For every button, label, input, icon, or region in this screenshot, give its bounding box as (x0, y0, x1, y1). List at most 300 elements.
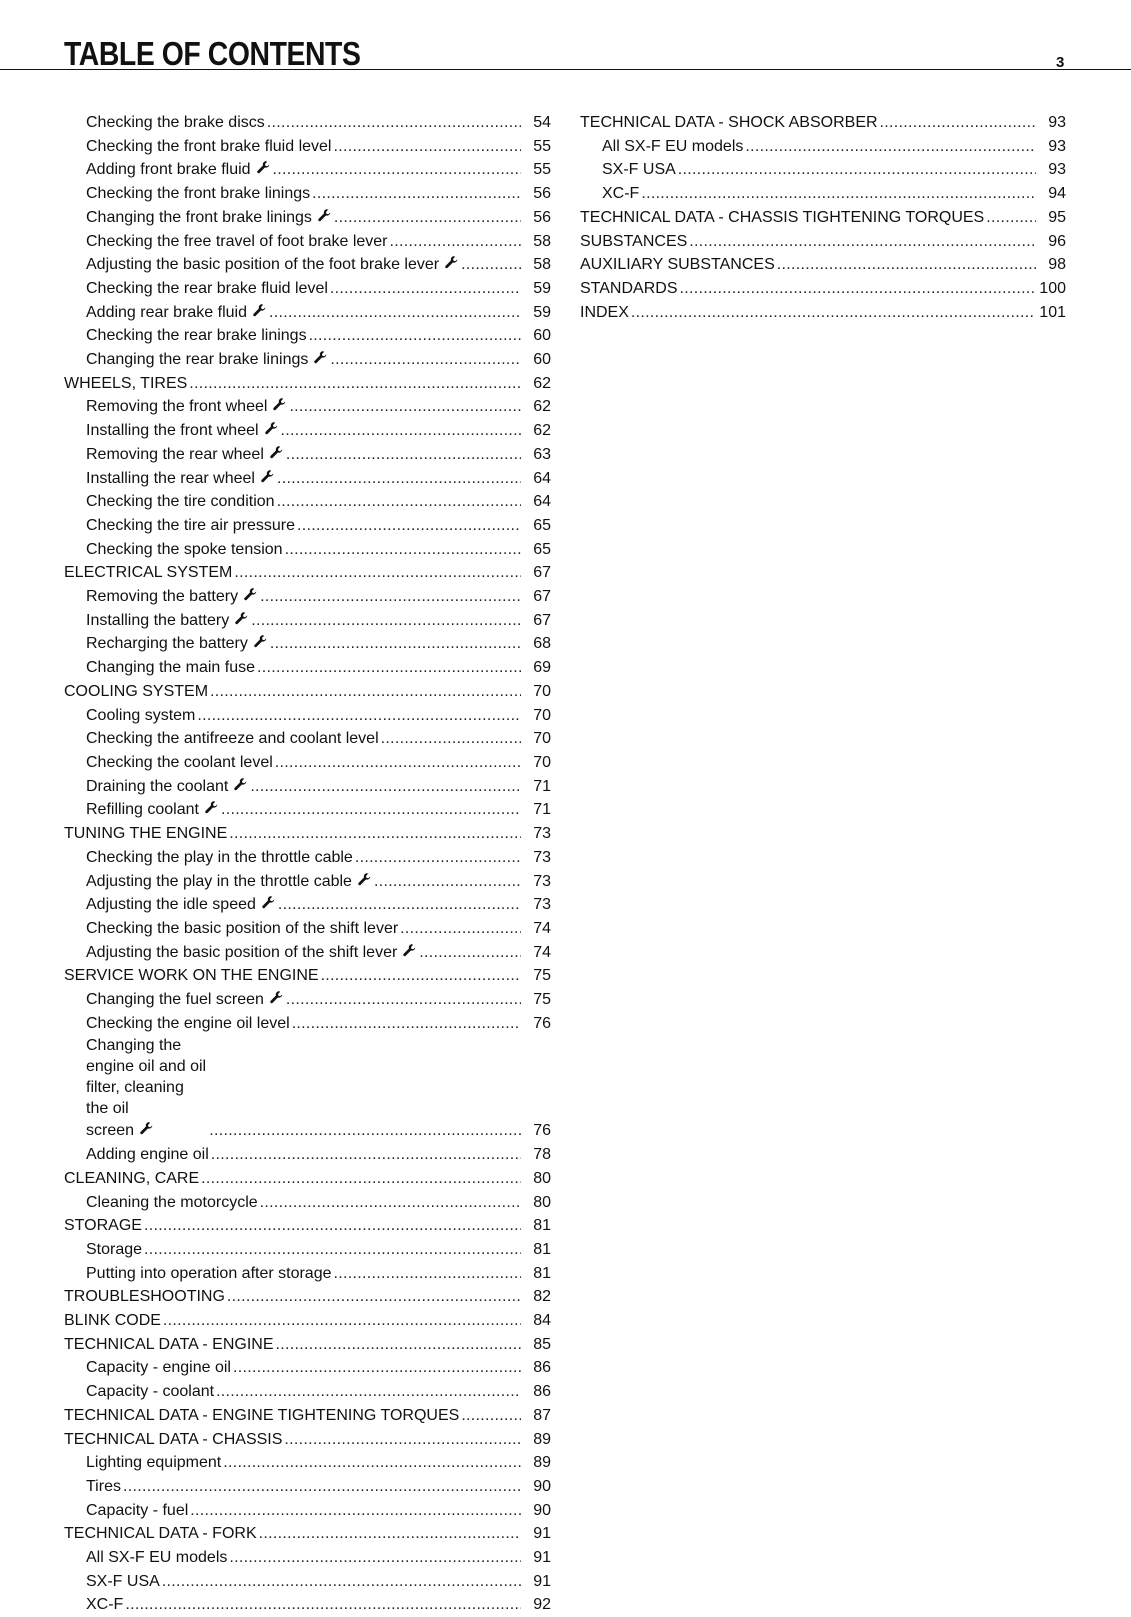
toc-entry[interactable] (64, 301, 551, 325)
toc-column-right (580, 111, 1066, 324)
toc-entry-title (64, 1167, 199, 1191)
toc-entry-title (86, 585, 258, 609)
toc-entry-label: Capacity - engine oil (86, 1359, 231, 1377)
toc-entry-title (86, 632, 268, 656)
toc-section[interactable] (580, 230, 1066, 254)
dot-leader (400, 917, 521, 941)
toc-page-number: 67 (533, 611, 551, 629)
toc-entry[interactable] (64, 1380, 551, 1404)
toc-entry-title (64, 1428, 282, 1452)
dot-leader (163, 1309, 521, 1333)
dot-leader (211, 1143, 521, 1167)
toc-entry-title (86, 798, 219, 822)
toc-entry[interactable] (64, 277, 551, 301)
toc-entry[interactable] (64, 253, 551, 277)
toc-entry-title (64, 372, 187, 396)
toc-entry-title (86, 727, 379, 751)
toc-entry-title (64, 680, 208, 704)
toc-entry-title (580, 206, 984, 230)
toc-entry[interactable] (64, 490, 551, 514)
toc-entry[interactable] (64, 751, 551, 775)
toc-entry-label: COOLING SYSTEM (64, 682, 209, 700)
toc-entry-label: Adjusting the basic position of the shift lever (86, 943, 398, 961)
toc-page-number: 64 (533, 493, 551, 511)
toc-page-number: 70 (533, 753, 551, 771)
toc-entry[interactable] (580, 182, 1066, 206)
toc-entry-title (64, 1214, 142, 1238)
toc-entry-label: Changing the front brake linings (86, 208, 312, 226)
toc-entry-title (86, 277, 328, 301)
dot-leader (285, 538, 521, 562)
toc-entry[interactable] (64, 917, 551, 941)
toc-entry-label: Checking the rear brake linings (86, 327, 307, 345)
dot-leader (275, 751, 521, 775)
wrench-icon (253, 633, 268, 648)
toc-entry[interactable] (64, 419, 551, 443)
toc-entry[interactable] (64, 1143, 551, 1167)
toc-entry-label: Tires (86, 1477, 121, 1495)
toc-page-number: 58 (533, 256, 551, 274)
toc-entry[interactable] (64, 206, 551, 230)
toc-entry[interactable] (64, 988, 551, 1012)
toc-entry-label: Cleaning the motorcycle (86, 1193, 258, 1211)
toc-entry-title (86, 467, 275, 491)
toc-section[interactable] (64, 1428, 551, 1452)
toc-page-number: 100 (1039, 279, 1066, 297)
dot-leader (631, 301, 1035, 325)
toc-page-number: 76 (533, 1014, 551, 1032)
wrench-icon (313, 349, 328, 364)
toc-entry-title (580, 277, 678, 301)
toc-entry-label: XC-F (86, 1596, 124, 1614)
toc-entry-label: All SX-F EU models (86, 1549, 228, 1567)
toc-entry-label: Adding front brake fluid (86, 161, 251, 179)
toc-entry-label: SX-F USA (86, 1572, 160, 1590)
toc-section[interactable] (64, 822, 551, 846)
dot-leader (289, 395, 521, 419)
wrench-icon (264, 420, 279, 435)
wrench-icon (269, 989, 284, 1004)
toc-entry-label: Adding rear brake fluid (86, 303, 247, 321)
dot-leader (297, 514, 521, 538)
toc-entry[interactable] (64, 135, 551, 159)
toc-entry[interactable] (64, 656, 551, 680)
toc-entry-title (86, 135, 331, 159)
toc-entry-title-line1: Changing the engine oil and oil filter, cleaning the oil (86, 1037, 207, 1118)
toc-entry-label: Installing the battery (86, 611, 230, 629)
toc-entry-title (86, 1475, 121, 1499)
toc-entry-label: Checking the front brake linings (86, 185, 311, 203)
toc-page-number: 85 (533, 1335, 551, 1353)
page-header (0, 0, 1131, 72)
toc-entry-title (86, 253, 459, 277)
toc-page-number: 70 (533, 706, 551, 724)
toc-entry[interactable] (64, 585, 551, 609)
toc-entry-title (64, 1333, 274, 1357)
toc-entry[interactable] (64, 182, 551, 206)
toc-entry[interactable] (64, 1012, 551, 1036)
dot-leader (334, 206, 521, 230)
toc-section[interactable] (64, 561, 551, 585)
dot-leader (419, 941, 521, 965)
dot-leader (330, 277, 521, 301)
dot-leader (381, 727, 521, 751)
toc-page-number: 90 (533, 1501, 551, 1519)
toc-page-number: 86 (533, 1359, 551, 1377)
toc-entry-label: WHEELS, TIRES (64, 374, 188, 392)
toc-page-number: 70 (533, 730, 551, 748)
toc-entry[interactable] (64, 846, 551, 870)
page-title: TABLE OF CONTENTS (64, 35, 361, 72)
toc-page-number: 70 (533, 682, 551, 700)
toc-section[interactable] (580, 301, 1066, 325)
toc-entry[interactable] (64, 348, 551, 372)
toc-entry-title (86, 1262, 332, 1286)
toc-entry-label: Checking the tire condition (86, 493, 275, 511)
dot-leader (260, 1191, 521, 1215)
toc-entry-title (86, 1191, 258, 1215)
toc-entry-title (86, 775, 248, 799)
toc-entry-title (86, 941, 417, 965)
toc-entry-label: Removing the battery (86, 588, 239, 606)
toc-entry[interactable] (64, 1475, 551, 1499)
dot-leader (257, 656, 521, 680)
dot-leader (390, 230, 522, 254)
dot-leader (880, 111, 1036, 135)
toc-section[interactable] (64, 680, 551, 704)
toc-page-number: 58 (533, 232, 551, 250)
toc-section[interactable] (64, 372, 551, 396)
toc-page-number: 93 (1048, 161, 1066, 179)
toc-page-number: 56 (533, 208, 551, 226)
toc-entry-title (580, 230, 687, 254)
toc-section[interactable] (64, 1333, 551, 1357)
toc-page-number: 71 (533, 777, 551, 795)
toc-entry-label: ELECTRICAL SYSTEM (64, 564, 233, 582)
dot-leader (333, 135, 521, 159)
toc-entry[interactable] (64, 443, 551, 467)
dot-leader (221, 798, 521, 822)
toc-entry-label: Adding engine oil (86, 1146, 209, 1164)
toc-entry-label: Lighting equipment (86, 1454, 222, 1472)
toc-page-number: 78 (533, 1146, 551, 1164)
page-number: 3 (1056, 54, 1065, 71)
toc-entry-label: Installing the front wheel (86, 422, 259, 440)
toc-entry-label: SUBSTANCES (580, 232, 688, 250)
toc-page-number: 59 (533, 303, 551, 321)
toc-page-number: 59 (533, 279, 551, 297)
wrench-icon (317, 207, 332, 222)
toc-entry[interactable] (64, 609, 551, 633)
toc-section[interactable] (580, 277, 1066, 301)
wrench-icon (234, 610, 249, 625)
dot-leader (277, 490, 521, 514)
toc-entry-label: Checking the basic position of the shift lever (86, 919, 399, 937)
dot-leader (278, 893, 521, 917)
toc-page-number: 68 (533, 635, 551, 653)
toc-entry-label: SX-F USA (602, 161, 676, 179)
toc-section[interactable] (64, 1214, 551, 1238)
wrench-icon (204, 799, 219, 814)
toc-page-number: 101 (1039, 303, 1066, 321)
toc-entry-title-line2: screen (86, 1122, 135, 1140)
toc-section[interactable] (64, 1167, 551, 1191)
dot-leader (216, 1380, 521, 1404)
toc-entry[interactable] (64, 1546, 551, 1570)
toc-entry-title (86, 182, 310, 206)
dot-leader (260, 585, 521, 609)
dot-leader (461, 1404, 521, 1428)
dot-leader (227, 1285, 521, 1309)
toc-entry[interactable] (64, 798, 551, 822)
dot-leader (197, 704, 521, 728)
toc-entry-label: Recharging the battery (86, 635, 248, 653)
toc-entry[interactable] (64, 111, 551, 135)
toc-entry-label: Removing the front wheel (86, 398, 268, 416)
toc-entry[interactable] (64, 775, 551, 799)
toc-entry-title (64, 1309, 161, 1333)
toc-entry[interactable] (64, 893, 551, 917)
toc-entry-title (86, 1035, 207, 1143)
toc-section[interactable] (580, 253, 1066, 277)
toc-page-number: 81 (533, 1264, 551, 1282)
toc-entry[interactable] (64, 1238, 551, 1262)
dot-leader (334, 1262, 522, 1286)
toc-page-number: 91 (533, 1549, 551, 1567)
toc-entry[interactable] (64, 514, 551, 538)
toc-entry-label: Putting into operation after storage (86, 1264, 332, 1282)
toc-page-number: 73 (533, 848, 551, 866)
toc-entry-label: TUNING THE ENGINE (64, 825, 228, 843)
toc-entry-title (86, 988, 284, 1012)
toc-page-number: 90 (533, 1477, 551, 1495)
toc-entry-title (86, 1546, 227, 1570)
toc-entry-title (86, 1143, 209, 1167)
toc-page-number: 56 (533, 185, 551, 203)
toc-entry-title (86, 1499, 188, 1523)
toc-entry-title (86, 1356, 231, 1380)
toc-page-number: 80 (533, 1169, 551, 1187)
toc-entry-title (86, 348, 328, 372)
toc-entry-label: SERVICE WORK ON THE ENGINE (64, 967, 319, 985)
dot-leader (678, 158, 1036, 182)
dot-leader (144, 1238, 521, 1262)
toc-page-number: 74 (533, 919, 551, 937)
toc-page-number: 60 (533, 351, 551, 369)
toc-section[interactable] (64, 964, 551, 988)
dot-leader (745, 135, 1036, 159)
toc-section[interactable] (580, 111, 1066, 135)
toc-page-number: 75 (533, 991, 551, 1009)
toc-entry-label: Checking the antifreeze and coolant level (86, 730, 379, 748)
toc-entry-label: BLINK CODE (64, 1312, 161, 1330)
dot-leader (229, 822, 521, 846)
toc-entry[interactable] (64, 941, 551, 965)
wrench-icon (269, 444, 284, 459)
toc-entry-label: TROUBLESHOOTING (64, 1288, 225, 1306)
toc-entry-label: TECHNICAL DATA - SHOCK ABSORBER (580, 114, 878, 131)
toc-entry-label: Changing the main fuse (86, 659, 255, 677)
toc-page-number: 86 (533, 1383, 551, 1401)
dot-leader (229, 1546, 521, 1570)
toc-section[interactable] (64, 1309, 551, 1333)
toc-entry-label: INDEX (580, 303, 629, 321)
dot-leader (223, 1451, 521, 1475)
toc-entry-label: CLEANING, CARE (64, 1169, 200, 1187)
toc-entry-title (86, 870, 372, 894)
toc-entry[interactable] (64, 1570, 551, 1594)
toc-entry[interactable] (64, 1035, 551, 1143)
toc-entry[interactable] (64, 1451, 551, 1475)
toc-entry-title (86, 490, 275, 514)
toc-entry[interactable] (64, 704, 551, 728)
toc-page-number: 62 (533, 398, 551, 416)
toc-entry-title (86, 1570, 160, 1594)
toc-entry-label: Changing the fuel screen (86, 991, 264, 1009)
dot-leader (190, 1499, 521, 1523)
dot-leader (276, 1333, 521, 1357)
toc-entry-title (86, 158, 271, 182)
toc-page-number: 87 (533, 1406, 551, 1424)
toc-entry-title (64, 1285, 225, 1309)
toc-page-number: 60 (533, 327, 551, 345)
dot-leader (251, 609, 521, 633)
toc-page-number: 93 (1048, 114, 1066, 131)
dot-leader (374, 870, 521, 894)
wrench-icon (256, 159, 271, 174)
dot-leader (330, 348, 521, 372)
toc-entry-title (86, 704, 195, 728)
toc-page-number: 81 (533, 1217, 551, 1235)
toc-page-number: 65 (533, 540, 551, 558)
toc-entry[interactable] (580, 135, 1066, 159)
toc-page-number: 81 (533, 1240, 551, 1258)
dot-leader (233, 1356, 521, 1380)
toc-entry-label: TECHNICAL DATA - CHASSIS (64, 1430, 283, 1448)
wrench-icon (261, 894, 276, 909)
toc-entry[interactable] (64, 727, 551, 751)
toc-entry-label: AUXILIARY SUBSTANCES (580, 256, 775, 274)
dot-leader (461, 253, 521, 277)
toc-entry-label: All SX-F EU models (602, 137, 744, 155)
wrench-icon (272, 396, 287, 411)
dot-leader (234, 561, 521, 585)
dot-leader (309, 324, 521, 348)
toc-entry[interactable] (64, 1191, 551, 1215)
toc-section[interactable] (64, 1404, 551, 1428)
toc-entry-title (580, 301, 629, 325)
toc-entry-title (602, 182, 639, 206)
toc-entry-title (86, 324, 307, 348)
dot-leader (321, 964, 521, 988)
toc-entry[interactable] (64, 395, 551, 419)
toc-entry-label: Checking the engine oil level (86, 1014, 290, 1032)
toc-section[interactable] (580, 206, 1066, 230)
toc-page-number: 54 (533, 114, 551, 131)
dot-leader (125, 1593, 521, 1617)
toc-entry-label: Capacity - fuel (86, 1501, 189, 1519)
dot-leader (123, 1475, 521, 1499)
toc-entry-label: Checking the play in the throttle cable (86, 848, 353, 866)
toc-entry-label: Storage (86, 1240, 143, 1258)
header-rule (0, 69, 1131, 70)
dot-leader (355, 846, 521, 870)
dot-leader (270, 632, 521, 656)
dot-leader (273, 158, 521, 182)
toc-page-number: 55 (533, 137, 551, 155)
toc-page-number: 73 (533, 896, 551, 914)
toc-column-left (64, 111, 551, 1617)
toc-entry-label: Checking the free travel of foot brake lever (86, 232, 388, 250)
toc-entry-title (86, 656, 255, 680)
toc-entry[interactable] (580, 158, 1066, 182)
dot-leader (641, 182, 1036, 206)
toc-entry[interactable] (64, 324, 551, 348)
toc-entry-label: Adjusting the idle speed (86, 896, 256, 914)
toc-entry[interactable] (64, 1356, 551, 1380)
dot-leader (250, 775, 521, 799)
toc-entry-title (580, 111, 878, 135)
toc-page-number: 62 (533, 422, 551, 440)
toc-entry[interactable] (64, 1593, 551, 1617)
toc-entry[interactable] (64, 1262, 551, 1286)
toc-entry[interactable] (64, 538, 551, 562)
toc-page-number: 62 (533, 374, 551, 392)
toc-page-number: 63 (533, 445, 551, 463)
toc-entry-label: Draining the coolant (86, 777, 229, 795)
toc-entry-title (86, 111, 265, 135)
wrench-icon (444, 254, 459, 269)
toc-section[interactable] (64, 1522, 551, 1546)
toc-entry-title (86, 1238, 142, 1262)
toc-entry[interactable] (64, 158, 551, 182)
wrench-icon (252, 302, 267, 317)
dot-leader (269, 301, 521, 325)
toc-page-number: 71 (533, 801, 551, 819)
toc-entry-title (86, 395, 287, 419)
toc-entry-label: Adjusting the play in the throttle cable (86, 872, 352, 890)
toc-entry[interactable] (64, 632, 551, 656)
toc-entry-title (64, 561, 232, 585)
toc-page-number: 98 (1048, 256, 1066, 274)
wrench-icon (233, 776, 248, 791)
toc-entry[interactable] (64, 870, 551, 894)
dot-leader (201, 1167, 521, 1191)
toc-entry-label: Checking the brake discs (86, 114, 265, 131)
toc-entry[interactable] (64, 467, 551, 491)
toc-page-number: 91 (533, 1525, 551, 1543)
toc-entry[interactable] (64, 1499, 551, 1523)
dot-leader (189, 372, 521, 396)
dot-leader (986, 206, 1036, 230)
toc-section[interactable] (64, 1285, 551, 1309)
toc-page-number: 91 (533, 1572, 551, 1590)
toc-page-number: 74 (533, 943, 551, 961)
toc-entry-label: Installing the rear wheel (86, 469, 255, 487)
toc-entry-title (64, 1404, 459, 1428)
toc-entry-title (86, 1380, 214, 1404)
toc-page-number: 92 (533, 1596, 551, 1614)
toc-page-number: 80 (533, 1193, 551, 1211)
toc-page-number: 89 (533, 1454, 551, 1472)
toc-entry-label: TECHNICAL DATA - ENGINE (64, 1335, 274, 1353)
toc-entry-title (86, 609, 249, 633)
toc-page-number: 67 (533, 588, 551, 606)
toc-entry-label: TECHNICAL DATA - FORK (64, 1525, 257, 1543)
toc-page-number: 76 (533, 1122, 551, 1140)
toc-entry[interactable] (64, 230, 551, 254)
toc-entry-label: Cooling system (86, 706, 196, 724)
